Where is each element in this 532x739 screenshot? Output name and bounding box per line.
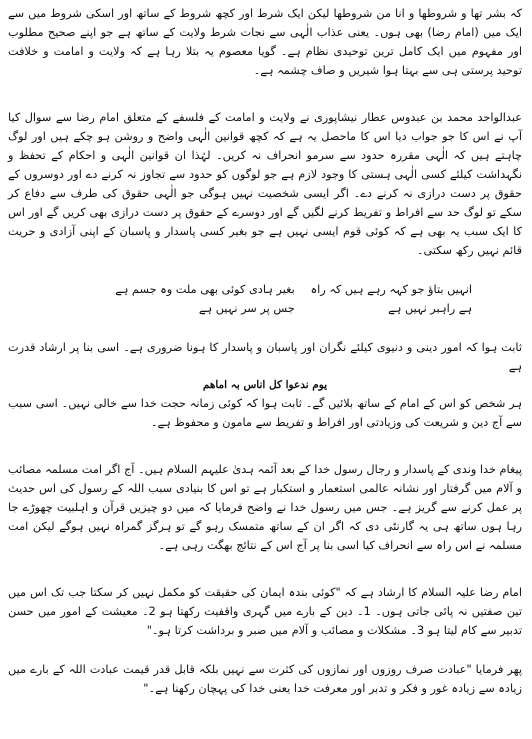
spacer [8,432,522,460]
paragraph-5: پیغام خدا وندی کے پاسدار و رجال رسول خدا کے بعد آئمہ ہدیٰ علیہم السلام ہیں۔ آج اگر امت مسلمہ مصائب و آلام میں گرفتار اور نشانہ عالمی استعمار و استکبار ہے تو اس کا بنیادی سبب اللہ کے رسول کی اس حدیث پر عمل کرنے سے گریز ہے۔ جس میں رسول خدا نے واضح فرمایا کہ میں دو چیزیں قرآن و اہلبیت چھوڑے جا رہا ہوں ساتھ ہی یہ گارنٹی دی کہ اگر ان کے ساتھ متمسک رہو گے تو ہرگز گمراہ نہیں ہوگے لیکن امت مسلمہ نے اس راہ سے انحراف کیا اسی بنا پر آج اس کے نتائج بھگت رہی ہے۔ [8,463,522,552]
spacer [8,260,522,280]
paragraph-6: امام رضا علیہ السلام کا ارشاد ہے کہ "کوئی بندہ ایمان کی حقیقت کو مکمل نہیں کر سکتا جب تک اس میں تین صفتیں نہ پائی جاتی ہوں۔ 1۔ دین کے بارے میں گہری واقفیت رکھتا ہو 2۔ معیشت کے امور میں حسن تدبیر سے کام لیتا ہو 3۔ مشکلات و مصائب و آلام میں صبر و برداشت کرتا ہو۔" [8,586,522,637]
paragraph-7: پھر فرمایا "عبادت صرف روزوں اور نمازوں کی کثرت سے نہیں بلکہ قابل قدر قیمت عبادت اللہ کے بارے میں زیادہ سے زیادہ غور و فکر و تدبر اور معرفت خدا یعنی خدا کی پہچان رکھنا ہے۔" [8,663,522,695]
spacer [8,555,522,583]
paragraph-2: عبدالواحد محمد بن عبدوس عطار نیشاپوری نے ولایت و امامت کے فلسفے کے متعلق امام رضا سے سوال کیا آپ نے اس کا جو جواب دیا اس کا ماحصل یہ ہے کہ کچھ قوانین الٰہی واضح و روشن ہو چکے ہیں اور لوگ چاہتے ہیں کہ الٰہی مقررہ حدود سے سرمو انحراف نہ کریں۔ لہٰذا ان قوانین الٰہی و احکام کے تحفظ و نگہداشت کیلئے کسی الٰہی ہستی کا وجود لازم ہے جو لوگوں کو حدود سے تجاوز نہ کرنے دے اور دوسروں کے حقوق پر دست درازی نہ کرنے دے۔ اگر ایسی شخصیت نہیں ہوگی جو الٰہی حقوق کی طرف سے دفاع کر سکے تو لوگ حد سے افراط و تفریط کرنے لگیں گے اور دوسرے کے حقوق پر دست درازی بھی کریں گے اور اس کا ایک سبب یہ بھی ہے کہ کوئی قوم ایسی نہیں ہے جو بغیر کسی پاسدار و پاسبان کے اپنی آزادی و حریت قائم نہیں رکھ سکتی۔ [8,111,522,257]
spacer [8,318,522,338]
couplet-left-line: بغیر ہادی کوئی بھی ملت وہ جسم ہے جس پر سر نہیں ہے [115,283,295,315]
quranic-verse: یوم ندعوا کل اناس بہ اماھم [202,379,328,391]
spacer [8,80,522,108]
spacer [8,640,522,660]
couplet-right-line: انہیں بتاؤ جو کہہ رہے ہیں کہ راہ ہے راہبر نہیں ہے [310,283,472,315]
paragraph-4: ہر شخص کو اس کے امام کے ساتھ بلائیں گے۔ ثابت ہوا کہ کوئی زمانہ حجت خدا سے خالی نہیں۔ اسی سبب سے آج دین و شریعت کی وزیادتی اور افراط و تفریط سے مامون و محفوظ ہے۔ [8,397,522,429]
paragraph-1: کہ بشر تھا و شروطھا و انا من شروطھا لیکن ایک شرط اور کچھ شروط کے ساتھ اور اسکی شروط میں سے ایک میں (امام رضا) بھی ہوں۔ یعنی عذاب الٰہی سے نجات شرط ولایت کے ساتھ ہے جو اپنے صحیح مطلوب اور مفہوم میں ایک کامل ترین توحیدی نظام ہے۔ گویا معصوم یہ بتلا رہا ہے کہ ولایت و امامت و خلافت توحید پرستی ہی سے بہتا ہوا شیریں و صاف چشمہ ہے۔ [8,7,522,77]
poetry-couplet [8,280,522,318]
paragraph-3: ثابت ہوا کہ امور دینی و دنیوی کیلئے نگران اور پاسبان و پاسدار کا ہونا ضروری ہے۔ اسی بنا پر ارشاد قدرت ہے [8,341,522,373]
